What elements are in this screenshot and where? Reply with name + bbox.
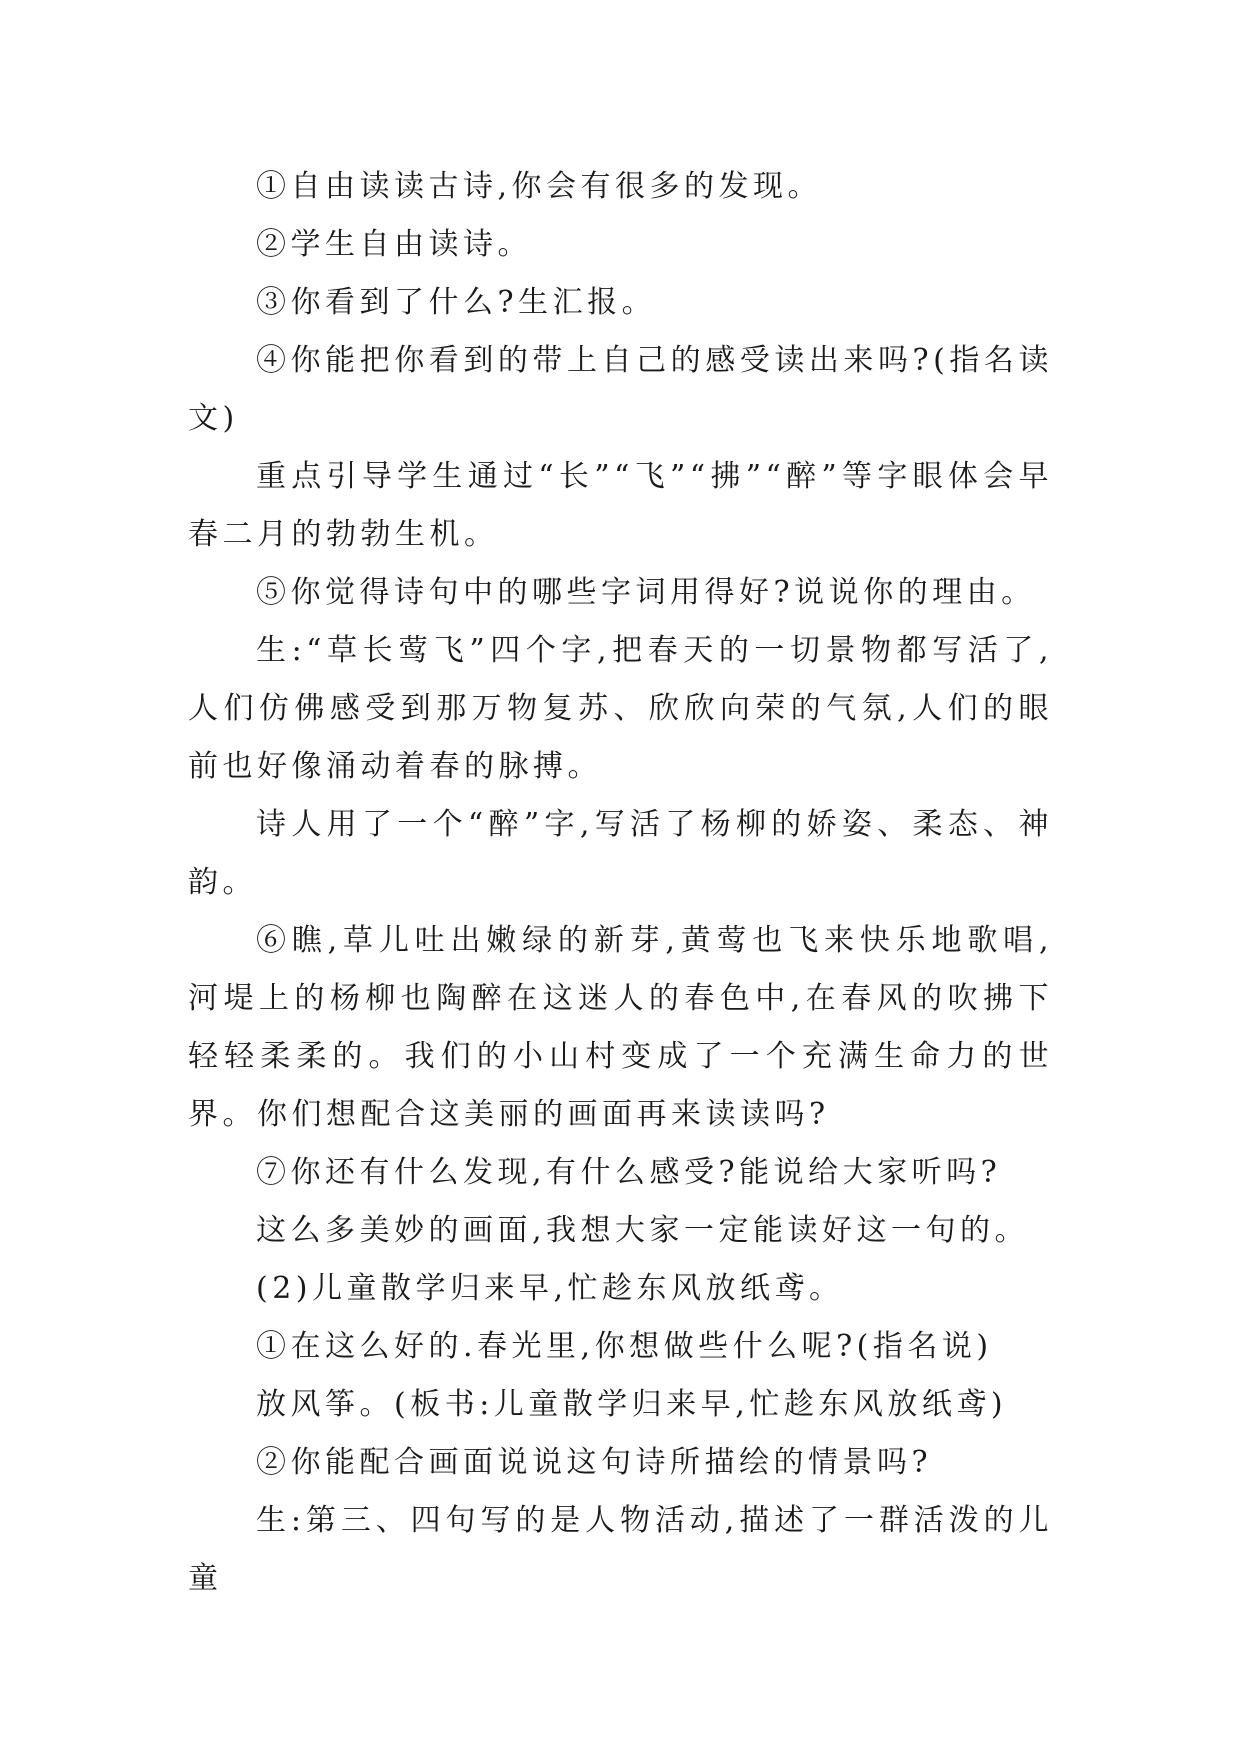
paragraph-1: ①自由读读古诗,你会有很多的发现。 bbox=[256, 169, 823, 204]
paragraph-7: 生:“草长莺飞”四个字,把春天的一切景物都写活了,人们仿佛感受到那万物复苏、欣欣向荣的气氛,人们的眼前也好像涌动着春的脉搏。 bbox=[188, 633, 1053, 784]
paragraph-12: (2)儿童散学归来早,忙趁东风放纸鸢。 bbox=[256, 1271, 844, 1306]
paragraph-15: ②你能配合画面说说这句诗所描绘的情景吗? bbox=[256, 1445, 933, 1480]
paragraph-4: ④你能把你看到的带上自己的感受读出来吗?(指名读文) bbox=[188, 343, 1053, 436]
paragraph-5: 重点引导学生通过“长”“飞”“拂”“醉”等字眼体会早春二月的勃勃生机。 bbox=[188, 459, 1053, 552]
paragraph-10: ⑦你还有什么发现,有什么感受?能说给大家听吗? bbox=[256, 1155, 1002, 1190]
paragraph-14: 放风筝。(板书:儿童散学归来早,忙趁东风放纸鸢) bbox=[256, 1387, 1008, 1422]
paragraph-13: ①在这么好的.春光里,你想做些什么呢?(指名说) bbox=[256, 1329, 993, 1364]
paragraph-16: 生:第三、四句写的是人物活动,描述了一群活泼的儿童 bbox=[188, 1503, 1053, 1596]
paragraph-2: ②学生自由读诗。 bbox=[256, 227, 532, 262]
document-body bbox=[188, 158, 1053, 1608]
paragraph-11: 这么多美妙的画面,我想大家一定能读好这一句的。 bbox=[256, 1213, 1030, 1248]
paragraph-8: 诗人用了一个“醉”字,写活了杨柳的娇姿、柔态、神韵。 bbox=[188, 807, 1053, 900]
paragraph-6: ⑤你觉得诗句中的哪些字词用得好?说说你的理由。 bbox=[256, 575, 1036, 610]
paragraph-3: ③你看到了什么?生汇报。 bbox=[256, 285, 657, 320]
paragraph-9: ⑥瞧,草儿吐出嫩绿的新芽,黄莺也飞来快乐地歌唱,河堤上的杨柳也陶醉在这迷人的春色中,在春风的吹拂下轻轻柔柔的。我们的小山村变成了一个充满生命力的世界。你们想配合这美丽的画面再来读读吗? bbox=[188, 923, 1053, 1132]
